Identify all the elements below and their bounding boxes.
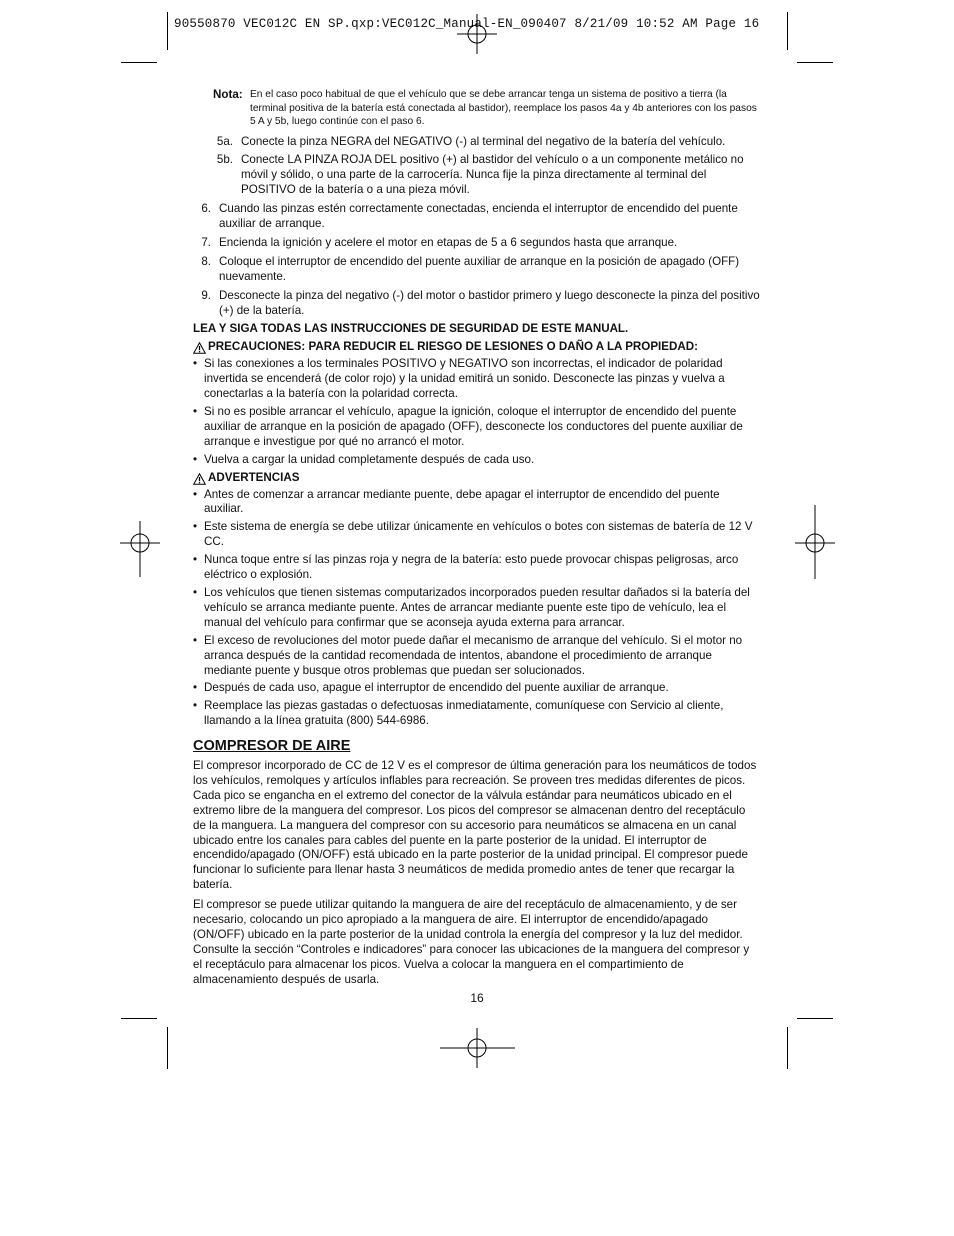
safety-heading: LEA Y SIGA TODAS LAS INSTRUCCIONES DE SEGURIDAD DE ESTE MANUAL.: [193, 322, 629, 336]
warning-triangle-icon: [193, 473, 206, 485]
warning-triangle-icon: [193, 342, 206, 354]
crop-mark: [167, 12, 168, 50]
bullet-icon: •: [193, 553, 198, 567]
precautions-heading-text: PRECAUCIONES: PARA REDUCIR EL RIESGO DE LESIONES O DAÑO A LA PROPIEDAD:: [208, 340, 698, 354]
bullet-icon: •: [193, 633, 198, 647]
list-item: [193, 405, 760, 450]
crop-mark: [797, 1018, 833, 1019]
crop-mark: [797, 62, 833, 63]
step-item: [193, 202, 760, 232]
list-item-text: Si no es posible arrancar el vehículo, apague la ignición, coloque el interruptor de encendido del puente auxiliar de arranque en la posición de apagado (OFF), desconecte los conductores del puente auxiliar de arranque e investigue por qué no arrancó el motor.: [204, 405, 743, 448]
list-item-text: Este sistema de energía se debe utilizar únicamente en vehículos o botes con sistemas de batería de 12 V CC.: [204, 520, 753, 549]
bullet-icon: •: [193, 487, 198, 501]
step-number: 5b.: [216, 153, 233, 167]
crop-mark: [787, 12, 788, 50]
warnings-heading: [193, 471, 760, 486]
crop-mark: [121, 62, 157, 63]
note-block: [213, 88, 760, 129]
list-item: [193, 699, 760, 729]
list-item-text: Vuelva a cargar la unidad completamente después de cada uso.: [204, 452, 535, 466]
page-content: [193, 88, 760, 993]
list-item: [193, 453, 760, 468]
list-item: [193, 634, 760, 679]
list-item-text: Nunca toque entre sí las pinzas roja y negra de la batería: esto puede provocar chispas peligrosas, arco eléctrico o explosión.: [204, 553, 739, 582]
list-item: [193, 553, 760, 583]
bullet-icon: •: [193, 520, 198, 534]
step-text: Coloque el interruptor de encendido del puente auxiliar de arranque en la posición de apagado (OFF) nuevamente.: [219, 254, 740, 283]
list-item: [193, 488, 760, 518]
step-item: [193, 135, 760, 150]
step-item: [193, 289, 760, 319]
registration-mark-bottom: [440, 1028, 515, 1068]
step-text: Conecte la pinza NEGRA del NEGATIVO (-) al terminal del negativo de la batería del vehículo.: [241, 134, 726, 148]
crop-mark: [787, 1027, 788, 1069]
registration-mark-left: [120, 521, 160, 577]
step-number: 6.: [201, 202, 211, 216]
list-item-text: El exceso de revoluciones del motor puede dañar el mecanismo de arranque del vehículo. Si el motor no arranca después de la cantidad recomendada de intentos, abandone el procedimiento de arranque mediante puente y busque otros problemas que puedan ser solucionados.: [204, 633, 743, 677]
warnings-heading-text: ADVERTENCIAS: [208, 470, 300, 484]
bullet-icon: •: [193, 699, 198, 713]
list-item: [193, 357, 760, 402]
note-text: En el caso poco habitual de que el vehículo que se debe arrancar tenga un sistema de positivo a tierra (la terminal positiva de la batería está conectada al bastidor), reemplace los pasos 4a y 4b anteriores con los pasos 5 A y 5b, luego continúe con el paso 6.: [250, 89, 757, 127]
list-item-text: Si las conexiones a los terminales POSITIVO y NEGATIVO son incorrectas, el indicador de polaridad invertida se encenderá (de color rojo) y la unidad emitirá un sonido. Desconecte las pinzas y vuelva a conectarlas a la batería con la polaridad correcta.: [204, 357, 725, 401]
step-item: [193, 153, 760, 198]
list-item-text: Después de cada uso, apague el interruptor de encendido del puente auxiliar de arranque.: [204, 681, 669, 695]
bullet-icon: •: [193, 357, 198, 371]
list-item: [193, 586, 760, 631]
paragraph: El compresor se puede utilizar quitando la manguera de aire del receptáculo de almacenamiento, y de ser necesario, colocando un pico apropiado a la manguera de aire. El interruptor de encendido/apagado (ON/OFF) ubicado en la parte posterior de la unidad controla la energía del compresor y la luz del medidor. Consulte la sección “Controles e indicadores” para conocer las ubicaciones de la manguera del compresor y el receptáculo para almacenar los picos. Vuelva a colocar la manguera en el compartimiento de almacenamiento después de usarla.: [193, 898, 750, 986]
step-number: 5a.: [216, 134, 233, 148]
registration-mark-top: [457, 14, 497, 54]
precautions-heading: [193, 340, 760, 355]
list-item-text: Los vehículos que tienen sistemas computarizados incorporados pueden resultar dañados si la batería del vehículo se arranca mediante puente. Antes de arrancar mediante puente este tipo de vehículo, lea el manual del vehículo para confirmar que se aconseja ayuda externa para arrancar.: [204, 585, 750, 629]
list-item: [193, 520, 760, 550]
step-item: [193, 255, 760, 285]
bullet-icon: •: [193, 585, 198, 599]
list-item-text: Antes de comenzar a arrancar mediante puente, debe apagar el interruptor de encendido del puente auxiliar.: [204, 487, 720, 516]
step-text: Conecte LA PINZA ROJA DEL positivo (+) al bastidor del vehículo o a un componente metálico no móvil y sólido, o una parte de la carrocería. Nunca fije la pinza directamente al terminal del POSITIVO de la batería o a una pieza móvil.: [241, 153, 744, 197]
step-number: 7.: [201, 235, 211, 249]
paragraph: El compresor incorporado de CC de 12 V es el compresor de última generación para los neumáticos de todos los vehículos, remolques y artículos inflables para recreación. Se proveen tres medidas diferentes de picos. Cada pico se engancha en el extremo del conector de la válvula estándar para neumáticos ubicado en el extremo libre de la manguera del compresor. Los picos del compresor se almacenan dentro del receptáculo de la manguera. La manguera del compresor con su accesorio para neumáticos se almacena en un canal ubicado entre los canales para cables del puente en la parte posterior de la unidad. El interruptor de encendido/apagado (ON/OFF) está ubicado en la parte posterior de la unidad principal. El compresor puede funcionar lo suficiente para llenar hasta 3 neumáticos de medida promedio antes de tener que recargar la batería.: [193, 759, 757, 892]
step-text: Desconecte la pinza del negativo (-) del motor o bastidor primero y luego desconecte la pinza del positivo (+) de la batería.: [219, 288, 760, 317]
note-label: Nota:: [213, 88, 243, 101]
crop-mark: [121, 1018, 157, 1019]
bullet-icon: •: [193, 405, 198, 418]
section-title: COMPRESOR DE AIRE: [193, 738, 351, 755]
printer-slug: 90550870 VEC012C EN SP.qxp:VEC012C_Manual-EN_090407 8/21/09 10:52 AM Page 16: [174, 17, 760, 31]
crop-mark: [167, 1027, 168, 1069]
list-item-text: Reemplace las piezas gastadas o defectuosas inmediatamente, comuníquese con Servicio al cliente, llamando a la línea gratuita (800) 544-6986.: [204, 699, 724, 728]
step-number: 9.: [201, 288, 211, 302]
list-item: [193, 681, 760, 696]
step-text: Encienda la ignición y acelere el motor en etapas de 5 a 6 segundos hasta que arranque.: [219, 235, 678, 249]
step-number: 8.: [201, 254, 211, 268]
registration-mark-right: [795, 505, 835, 579]
step-item: [193, 236, 760, 251]
page-number: 16: [470, 991, 484, 1005]
step-text: Cuando las pinzas estén correctamente conectadas, encienda el interruptor de encendido del puente auxiliar de arranque.: [219, 202, 738, 231]
bullet-icon: •: [193, 452, 198, 466]
bullet-icon: •: [193, 681, 198, 695]
